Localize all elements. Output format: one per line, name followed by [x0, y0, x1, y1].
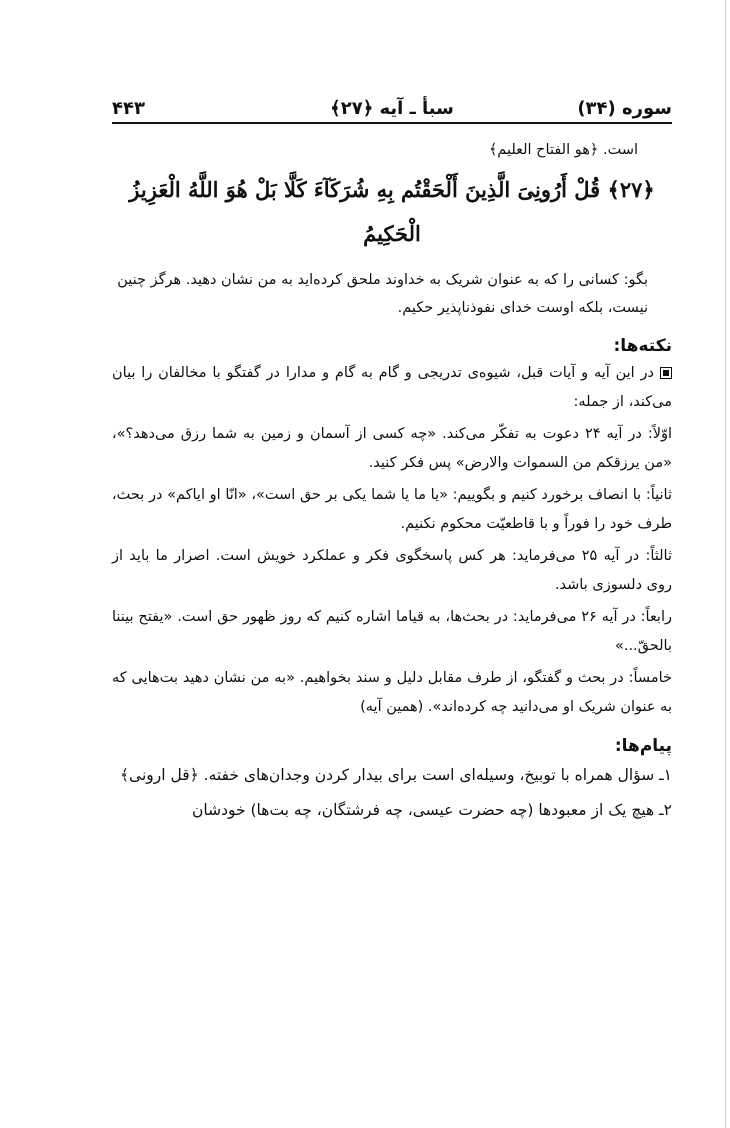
message-item: ۲ـ هیچ یک از معبودها (چه حضرت عیسی، چه فرشتگان، چه بت‌ها) خودشان [191, 801, 672, 819]
messages-title: پیام‌ها: [614, 736, 672, 756]
surah-number: سوره (۳۴) [577, 98, 672, 119]
note-paragraph: رابعاً: در آیه ۲۶ می‌فرماید: در بحث‌ها، به قیاما اشاره کنیم که روز ظهور حق است. «یفتح بیننا بالحقّ...» [112, 609, 673, 654]
square-bullet-icon [660, 367, 672, 379]
running-header [112, 92, 672, 124]
note-paragraph: ثانیاً: با انصاف برخورد کنیم و بگوییم: «یا ما یا شما یکی بر حق است»، «انّا او ایاکم» در بحث، طرف خود را فوراً و با قاطعیّت محکوم نکنیم. [112, 487, 672, 532]
book-page [112, 92, 672, 826]
note-paragraph: در این آیه و آیات قبل، شیوه‌ی تدریجی و گام به گام و مدارا در گفتگو با مخالفان را بیان می‌کند، از جمله: [112, 365, 672, 410]
note-paragraph: ثالثاً: در آیه ۲۵ می‌فرماید: هر کس پاسخگوی فکر و عملکرد خویش است. اصرار ما باید از روی دلسوزی باشد. [112, 548, 672, 593]
page-edge-line [725, 0, 726, 1128]
notes-title: نکته‌ها: [613, 336, 672, 356]
verse-translation: بگو: کسانی را که به عنوان شریک به خداوند ملحق کرده‌اید به من نشان دهید. هرگز چنین نیست، بلکه اوست خدای نفوذناپذیر حکیم. [117, 272, 648, 316]
surah-verse-title: سبأ ـ آیه ﴿۲۷﴾ [330, 98, 454, 119]
message-item: ۱ـ سؤال همراه با توبیخ، وسیله‌ای است برای بیدار کردن وجدان‌های خفته. ﴿قل ارونی﴾ [119, 766, 672, 784]
note-paragraph: اوّلاً: در آیه ۲۴ دعوت به تفکّر می‌کند. «چه کسی از آسمان و زمین به شما رزق می‌دهد؟»، «من یرزقکم من السموات والارض» پس فکر کنید. [112, 426, 673, 471]
quran-verse: ﴿۲۷﴾ قُلْ أَرُونِىَ الَّذِينَ أَلْحَقْتُم بِهِ شُرَكَآءَ كَلَّا بَلْ هُوَ اللَّهُ الْعَزِيزُ الْحَكِيمُ [129, 177, 655, 246]
page-number: ۴۴۳ [112, 98, 145, 119]
intro-line: است. ﴿هو الفتاح العلیم﴾ [488, 142, 638, 158]
note-paragraph: خامساً: در بحث و گفتگو، از طرف مقابل دلیل و سند بخواهیم. «به من نشان دهید بت‌هایی که به عنوان شریک او می‌دانید چه کرده‌اند». (همین آیه) [112, 670, 672, 715]
